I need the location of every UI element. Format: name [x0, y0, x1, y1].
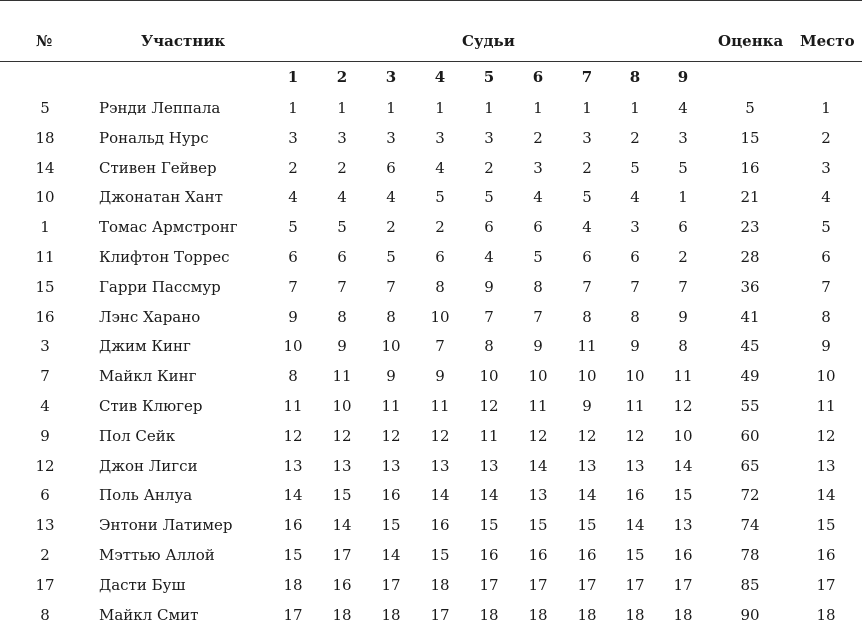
- judge-score: 1: [630, 99, 640, 117]
- judge-score: 14: [577, 486, 597, 505]
- participant-number: 17: [35, 575, 55, 594]
- total-score: 72: [740, 486, 760, 505]
- table-row: [0, 277, 862, 307]
- judge-score: 3: [533, 158, 543, 177]
- judge-score: 5: [533, 247, 543, 266]
- judge-score: 14: [673, 456, 693, 475]
- judge-score: 2: [484, 158, 494, 177]
- judge-score: 11: [577, 337, 597, 356]
- table-header-rule: [0, 61, 862, 62]
- final-place: 16: [816, 545, 836, 564]
- judge-score: 7: [533, 307, 543, 326]
- judge-score: 18: [625, 605, 645, 624]
- judge-score: 2: [288, 158, 298, 177]
- judge-score: 9: [484, 277, 494, 296]
- judge-score: 18: [528, 605, 548, 624]
- judge-score: 2: [582, 158, 592, 177]
- participant-name: Лэнс Харано: [99, 307, 201, 326]
- judge-score: 3: [484, 128, 494, 147]
- table-top-rule: [0, 0, 862, 1]
- final-place: 18: [816, 605, 836, 624]
- judge-score: 6: [386, 158, 396, 177]
- judge-score: 8: [435, 277, 445, 296]
- judge-score: 7: [678, 277, 688, 296]
- final-place: 13: [816, 456, 836, 475]
- judge-score: 17: [332, 545, 352, 564]
- judge-score: 9: [386, 367, 396, 386]
- total-score: 90: [740, 605, 760, 624]
- judge-score: 12: [625, 426, 645, 445]
- total-score: 85: [740, 575, 760, 594]
- judge-score: 1: [288, 99, 298, 117]
- judge-score: 9: [435, 367, 445, 386]
- participant-number: 7: [40, 367, 50, 386]
- total-score: 5: [745, 99, 755, 117]
- judge-score: 9: [288, 307, 298, 326]
- table-row: [0, 98, 862, 128]
- judge-score: 3: [678, 128, 688, 147]
- judge-score: 18: [381, 605, 401, 624]
- judge-score: 15: [528, 516, 548, 535]
- judge-score: 1: [337, 99, 347, 117]
- participant-number: 8: [40, 605, 50, 624]
- table-row: [0, 217, 862, 247]
- judge-score: 18: [283, 575, 303, 594]
- judge-score: 1: [484, 99, 494, 117]
- judge-score: 2: [337, 158, 347, 177]
- judge-score: 14: [381, 545, 401, 564]
- final-place: 14: [816, 486, 836, 505]
- total-score: 78: [740, 545, 760, 564]
- judge-score: 7: [435, 337, 445, 356]
- judge-score: 4: [630, 188, 640, 207]
- judge-score: 11: [332, 367, 352, 386]
- header-participant: Участник: [141, 32, 226, 50]
- results-table-body: [0, 98, 862, 634]
- judge-score: 17: [479, 575, 499, 594]
- judge-score: 3: [288, 128, 298, 147]
- total-score: 21: [740, 188, 760, 207]
- judge-score: 17: [430, 605, 450, 624]
- judge-score: 15: [673, 486, 693, 505]
- total-score: 15: [740, 128, 760, 147]
- judge-score: 13: [332, 456, 352, 475]
- judge-score: 7: [582, 277, 592, 296]
- judge-score: 13: [381, 456, 401, 475]
- judge-score: 6: [533, 218, 543, 237]
- participant-name: Энтони Латимер: [99, 516, 233, 535]
- judge-score: 10: [528, 367, 548, 386]
- judge-score: 11: [283, 396, 303, 415]
- total-score: 36: [740, 277, 760, 296]
- judge-score: 5: [582, 188, 592, 207]
- judge-score: 11: [381, 396, 401, 415]
- judge-score: 16: [332, 575, 352, 594]
- final-place: 15: [816, 516, 836, 535]
- participant-number: 10: [35, 188, 55, 207]
- judge-score: 16: [479, 545, 499, 564]
- table-row: [0, 158, 862, 188]
- final-place: 5: [821, 218, 831, 237]
- judge-score: 9: [533, 337, 543, 356]
- header-judges: Судьи: [462, 32, 515, 50]
- final-place: 8: [821, 307, 831, 326]
- judge-score: 15: [479, 516, 499, 535]
- final-place: 6: [821, 247, 831, 266]
- judge-score: 3: [582, 128, 592, 147]
- final-place: 12: [816, 426, 836, 445]
- participant-number: 3: [40, 337, 50, 356]
- judge-score: 7: [484, 307, 494, 326]
- judge-score: 17: [673, 575, 693, 594]
- judge-score: 3: [386, 128, 396, 147]
- participant-number: 14: [35, 158, 55, 177]
- judge-number-4: 4: [434, 68, 446, 86]
- final-place: 11: [816, 396, 836, 415]
- participant-name: Мэттью Аллой: [99, 545, 215, 564]
- judge-score: 12: [577, 426, 597, 445]
- judge-score: 16: [673, 545, 693, 564]
- participant-name: Дасти Буш: [99, 575, 186, 594]
- judge-score: 13: [577, 456, 597, 475]
- judge-score: 18: [577, 605, 597, 624]
- judge-score: 4: [288, 188, 298, 207]
- judge-score: 16: [430, 516, 450, 535]
- judge-score: 11: [430, 396, 450, 415]
- judge-score: 13: [673, 516, 693, 535]
- judge-score: 9: [337, 337, 347, 356]
- final-place: 2: [821, 128, 831, 147]
- table-row: [0, 485, 862, 515]
- participant-name: Рэнди Леппала: [99, 99, 221, 117]
- total-score: 16: [740, 158, 760, 177]
- judge-number-3: 3: [385, 68, 397, 86]
- judge-number-7: 7: [581, 68, 593, 86]
- judge-score: 4: [533, 188, 543, 207]
- judge-score: 3: [337, 128, 347, 147]
- final-place: 9: [821, 337, 831, 356]
- participant-number: 5: [40, 99, 50, 117]
- judge-number-1: 1: [287, 68, 299, 86]
- judge-score: 14: [479, 486, 499, 505]
- table-row: [0, 515, 862, 545]
- final-place: 4: [821, 188, 831, 207]
- judge-score: 2: [678, 247, 688, 266]
- judge-score: 10: [283, 337, 303, 356]
- judge-score: 10: [381, 337, 401, 356]
- judge-score: 8: [678, 337, 688, 356]
- participant-name: Джон Лигси: [99, 456, 198, 475]
- judge-number-9: 9: [677, 68, 689, 86]
- table-row: [0, 575, 862, 605]
- judge-score: 8: [288, 367, 298, 386]
- judge-number-2: 2: [336, 68, 348, 86]
- judge-score: 17: [625, 575, 645, 594]
- judge-score: 9: [582, 396, 592, 415]
- judge-score: 4: [337, 188, 347, 207]
- participant-number: 12: [35, 456, 55, 475]
- judge-score: 6: [484, 218, 494, 237]
- judge-score: 5: [435, 188, 445, 207]
- judge-score: 1: [582, 99, 592, 117]
- participant-name: Стив Клюгер: [99, 396, 203, 415]
- judge-score: 8: [533, 277, 543, 296]
- judge-score: 10: [332, 396, 352, 415]
- table-row: [0, 336, 862, 366]
- judge-score: 7: [386, 277, 396, 296]
- judge-score: 2: [533, 128, 543, 147]
- judge-score: 10: [625, 367, 645, 386]
- final-place: 1: [821, 99, 831, 117]
- judge-score: 1: [435, 99, 445, 117]
- judge-score: 8: [630, 307, 640, 326]
- participant-name: Стивен Гейвер: [99, 158, 217, 177]
- judge-score: 6: [582, 247, 592, 266]
- judge-score: 5: [386, 247, 396, 266]
- judge-number-5: 5: [483, 68, 495, 86]
- judge-score: 13: [430, 456, 450, 475]
- judge-score: 1: [386, 99, 396, 117]
- judge-score: 4: [435, 158, 445, 177]
- total-score: 41: [740, 307, 760, 326]
- judge-score: 13: [625, 456, 645, 475]
- judge-score: 9: [678, 307, 688, 326]
- table-row: [0, 426, 862, 456]
- judge-score: 14: [430, 486, 450, 505]
- participant-name: Томас Армстронг: [99, 218, 238, 237]
- total-score: 60: [740, 426, 760, 445]
- participant-name: Джим Кинг: [99, 337, 191, 356]
- judge-score: 16: [625, 486, 645, 505]
- judge-score: 14: [332, 516, 352, 535]
- judge-score: 17: [577, 575, 597, 594]
- participant-number: 1: [40, 218, 50, 237]
- judge-score: 18: [332, 605, 352, 624]
- judge-score: 7: [630, 277, 640, 296]
- judge-score: 8: [386, 307, 396, 326]
- judge-score: 10: [479, 367, 499, 386]
- participant-name: Майкл Смит: [99, 605, 199, 624]
- table-row: [0, 545, 862, 575]
- table-row: [0, 247, 862, 277]
- judge-score: 16: [381, 486, 401, 505]
- judge-score: 1: [678, 188, 688, 207]
- judge-score: 11: [479, 426, 499, 445]
- table-row: [0, 366, 862, 396]
- total-score: 23: [740, 218, 760, 237]
- judge-score: 8: [337, 307, 347, 326]
- table-row: [0, 605, 862, 634]
- participant-number: 15: [35, 277, 55, 296]
- judge-score: 6: [288, 247, 298, 266]
- participant-name: Майкл Кинг: [99, 367, 197, 386]
- judge-number-6: 6: [532, 68, 544, 86]
- participant-number: 16: [35, 307, 55, 326]
- participant-name: Рональд Нурс: [99, 128, 209, 147]
- total-score: 45: [740, 337, 760, 356]
- final-place: 10: [816, 367, 836, 386]
- judge-score: 17: [283, 605, 303, 624]
- judge-score: 15: [332, 486, 352, 505]
- total-score: 74: [740, 516, 760, 535]
- header-score: Оценка: [718, 32, 784, 50]
- total-score: 28: [740, 247, 760, 266]
- judge-score: 18: [673, 605, 693, 624]
- table-row: [0, 307, 862, 337]
- participant-name: Пол Сейк: [99, 426, 176, 445]
- judge-score: 10: [430, 307, 450, 326]
- participant-number: 13: [35, 516, 55, 535]
- judge-score: 13: [479, 456, 499, 475]
- judge-score: 4: [678, 99, 688, 117]
- judge-score: 5: [337, 218, 347, 237]
- judge-score: 10: [673, 426, 693, 445]
- judge-score: 6: [435, 247, 445, 266]
- judge-score: 18: [479, 605, 499, 624]
- final-place: 7: [821, 277, 831, 296]
- judge-score: 7: [288, 277, 298, 296]
- header-place: Место: [800, 32, 855, 50]
- judge-score: 5: [484, 188, 494, 207]
- participant-number: 4: [40, 396, 50, 415]
- judge-score: 18: [430, 575, 450, 594]
- header-number: №: [36, 32, 53, 50]
- judge-score: 2: [630, 128, 640, 147]
- judge-score: 3: [630, 218, 640, 237]
- total-score: 65: [740, 456, 760, 475]
- total-score: 49: [740, 367, 760, 386]
- judge-score: 6: [337, 247, 347, 266]
- judge-score: 10: [577, 367, 597, 386]
- judge-score: 6: [678, 218, 688, 237]
- judge-score: 16: [283, 516, 303, 535]
- judge-score: 7: [337, 277, 347, 296]
- judge-score: 8: [484, 337, 494, 356]
- judge-score: 12: [673, 396, 693, 415]
- judge-score: 4: [582, 218, 592, 237]
- judge-score: 6: [630, 247, 640, 266]
- judge-score: 2: [435, 218, 445, 237]
- judge-score: 14: [283, 486, 303, 505]
- table-row: [0, 187, 862, 217]
- judge-score: 12: [528, 426, 548, 445]
- judge-score: 12: [430, 426, 450, 445]
- judge-score: 11: [528, 396, 548, 415]
- judge-score: 16: [528, 545, 548, 564]
- judge-score: 13: [528, 486, 548, 505]
- final-place: 17: [816, 575, 836, 594]
- judge-score: 11: [673, 367, 693, 386]
- participant-number: 11: [35, 247, 55, 266]
- judge-score: 15: [430, 545, 450, 564]
- judge-score: 3: [435, 128, 445, 147]
- judge-score: 12: [283, 426, 303, 445]
- participant-name: Поль Анлуа: [99, 486, 193, 505]
- judge-score: 5: [288, 218, 298, 237]
- table-row: [0, 396, 862, 426]
- judge-score: 15: [577, 516, 597, 535]
- judge-score: 15: [625, 545, 645, 564]
- participant-number: 2: [40, 545, 50, 564]
- participant-number: 6: [40, 486, 50, 505]
- participant-number: 9: [40, 426, 50, 445]
- judge-score: 11: [625, 396, 645, 415]
- judge-score: 4: [484, 247, 494, 266]
- judge-score: 12: [381, 426, 401, 445]
- judge-score: 15: [381, 516, 401, 535]
- judge-score: 12: [479, 396, 499, 415]
- final-place: 3: [821, 158, 831, 177]
- judge-score: 8: [582, 307, 592, 326]
- judge-number-8: 8: [629, 68, 641, 86]
- table-row: [0, 128, 862, 158]
- judge-score: 5: [678, 158, 688, 177]
- judge-score: 15: [283, 545, 303, 564]
- judge-score: 17: [528, 575, 548, 594]
- participant-number: 18: [35, 128, 55, 147]
- table-row: [0, 456, 862, 486]
- judge-score: 16: [577, 545, 597, 564]
- judge-score: 13: [283, 456, 303, 475]
- judge-score: 2: [386, 218, 396, 237]
- participant-name: Джонатан Хант: [99, 188, 223, 207]
- judge-score: 14: [528, 456, 548, 475]
- judge-score: 12: [332, 426, 352, 445]
- total-score: 55: [740, 396, 760, 415]
- judge-score: 5: [630, 158, 640, 177]
- judge-score: 14: [625, 516, 645, 535]
- judge-score: 1: [533, 99, 543, 117]
- participant-name: Гарри Пассмур: [99, 277, 221, 296]
- judge-score: 4: [386, 188, 396, 207]
- participant-name: Клифтон Торрес: [99, 247, 230, 266]
- judge-score: 17: [381, 575, 401, 594]
- judge-score: 9: [630, 337, 640, 356]
